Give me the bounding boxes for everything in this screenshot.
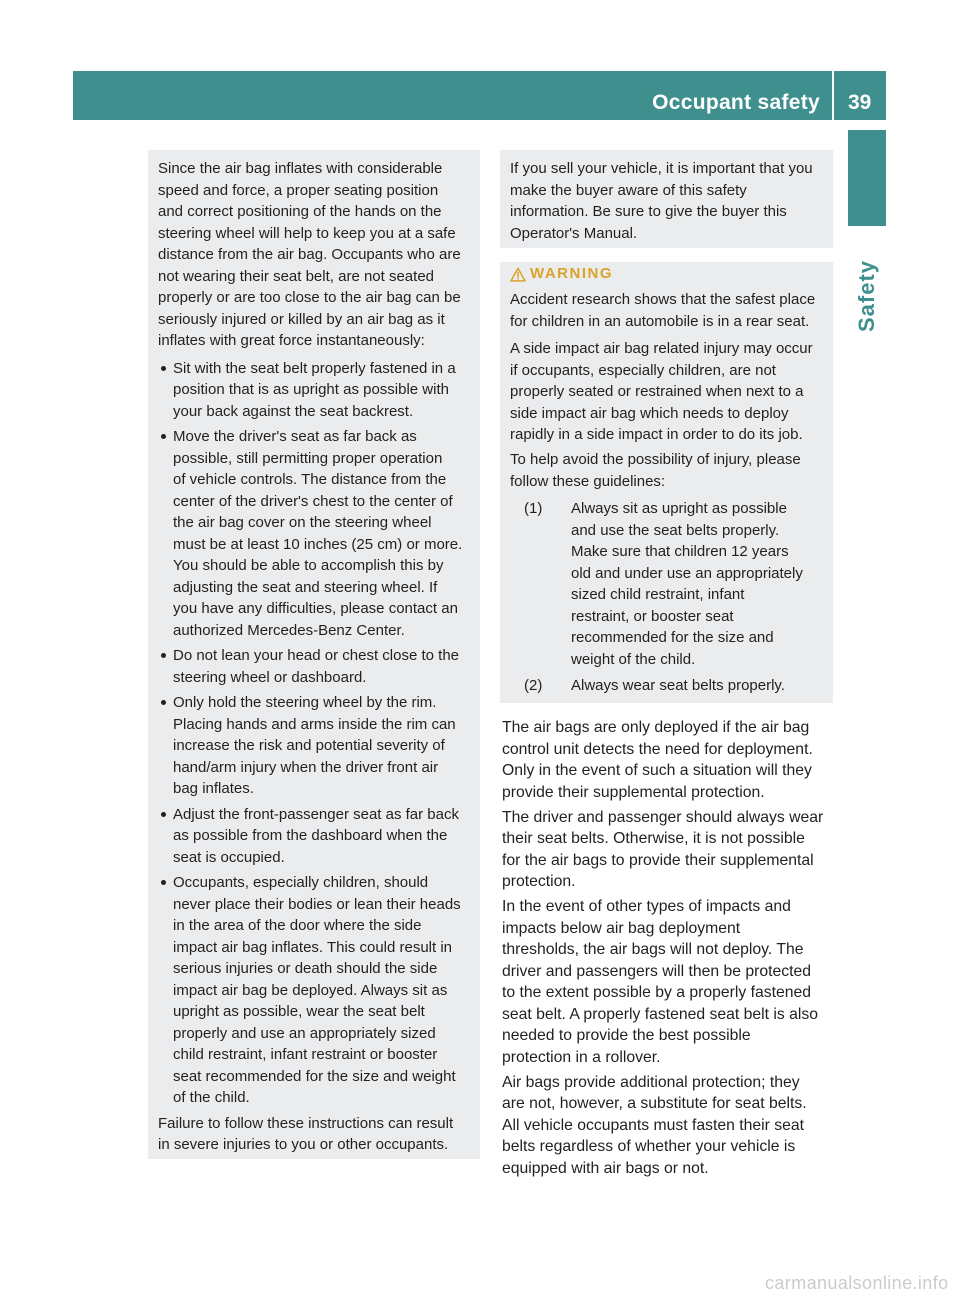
guideline-step	[510, 675, 829, 697]
resale-note-text: If you sell your vehicle, it is important that you make the buyer aware of this safety information. Be sure to give the buyer this Operator's Manual.	[510, 160, 813, 242]
warning-paragraph: A side impact air bag related injury may occur if occupants, especially children, are not properly seated or restrained when next to a side impact air bag which needs to deploy rapidly in a side impact in order to do its job.	[510, 340, 813, 443]
guideline-step	[510, 498, 829, 670]
intro-paragraph: Since the air bag inflates with considerable speed and force, a proper seating position and correct positioning of the hands on the steering wheel will help to keep you at a safe distance from the air bag. Occupants who are not wearing their seat belt, are not seated properly or are too close to the air bag can be seriously injured or killed by an air bag as it inflates with great force instantaneously:	[158, 160, 461, 349]
bullet-icon	[161, 434, 166, 439]
bullet-item	[158, 358, 476, 423]
section-title: Occupant safety	[652, 91, 820, 114]
body-paragraph: In the event of other types of impacts and impacts below air bag deployment thresholds, the air bags will not deploy. The driver and passengers will then be protected to the extent possible by a properly fastened seat belt. A properly fastened seat belt is also needed to provide the best possible protection in a rollover.	[502, 898, 819, 1066]
page-number: 39	[848, 91, 872, 114]
body-paragraph: The air bags are only deployed if the air bag control unit detects the need for deployment. Only in the event of such a situation will they provide their supplemental protection.	[502, 719, 813, 801]
body-paragraph: Air bags provide additional protection; they are not, however, a substitute for seat belts. All vehicle occupants must fasten their seat belts regardless of whether your vehicle is equipped with air bags or not.	[502, 1073, 807, 1177]
step-number: (1)	[524, 500, 543, 517]
body-paragraph: The driver and passenger should always wear their seat belts. Otherwise, it is not possible for the air bags to provide their supplemental protection.	[502, 808, 824, 890]
bullet-text: Sit with the seat belt properly fastened in a position that is as upright as possible with your back against the seat backrest.	[173, 359, 456, 420]
header-divider	[832, 71, 834, 120]
closing-paragraph: Failure to follow these instructions can result in severe injuries to you or other occupants.	[158, 1114, 454, 1153]
bullet-text: Only hold the steering wheel by the rim. Placing hands and arms inside the rim can increase the risk and potential severity of hand/arm injury when the driver front air bag inflates.	[173, 694, 456, 797]
body-text	[502, 717, 833, 1179]
warning-title: WARNING	[530, 265, 613, 282]
bullet-item	[158, 645, 476, 688]
warning-paragraph: Accident research shows that the safest place for children in an automobile is in a rear seat.	[510, 291, 816, 330]
step-number: (2)	[524, 677, 543, 694]
bullet-text: Adjust the front-passenger seat as far back as possible from the dashboard when the seat is occupied.	[173, 805, 459, 866]
chapter-tab-label: Safety	[854, 259, 879, 333]
bullet-item	[158, 872, 476, 1109]
warning-triangle-icon	[510, 267, 526, 282]
step-text: Always wear seat belts properly.	[571, 677, 785, 694]
seating-instructions-box	[148, 150, 480, 1159]
warning-paragraph: To help avoid the possibility of injury, please follow these guidelines:	[510, 451, 801, 490]
bullet-icon	[161, 812, 166, 817]
watermark: carmanualsonline.info	[765, 1273, 949, 1293]
bullet-icon	[161, 653, 166, 658]
page-header	[73, 71, 886, 120]
bullet-item	[158, 426, 476, 641]
bullet-icon	[161, 880, 166, 885]
step-text: Always sit as upright as possible and use the seat belts properly. Make sure that children 12 years old and under use an appropriately sized child restraint, infant restraint, or booster seat recommended for the size and weight of the child.	[571, 500, 803, 668]
bullet-text: Move the driver's seat as far back as possible, still permitting proper operation of vehicle controls. The distance from the center of the driver's chest to the center of the air bag cover on the steering wheel must be at least 10 inches (25 cm) or more. You should be able to accomplish this by adjusting the seat and steering wheel. If you have any difficulties, please contact an authorized Mercedes-Benz Center.	[173, 428, 463, 639]
bullet-item	[158, 804, 476, 869]
bullet-text: Do not lean your head or chest close to the steering wheel or dashboard.	[173, 647, 460, 686]
warning-box	[500, 262, 833, 703]
resale-note-box	[500, 150, 833, 248]
bullet-item	[158, 692, 476, 800]
bullet-icon	[161, 366, 166, 371]
warning-header	[510, 264, 829, 284]
bullet-icon	[161, 700, 166, 705]
chapter-tab-marker	[848, 130, 886, 226]
bullet-text: Occupants, especially children, should never place their bodies or lean their heads in the area of the door where the side impact air bag inflates. This could result in serious injuries or death should the side impact air bag be deployed. Always sit as upright as possible, wear the seat belt properly and use an appropriately sized child restraint, infant restraint or booster seat recommended for the size and weight of the child.	[173, 874, 461, 1106]
